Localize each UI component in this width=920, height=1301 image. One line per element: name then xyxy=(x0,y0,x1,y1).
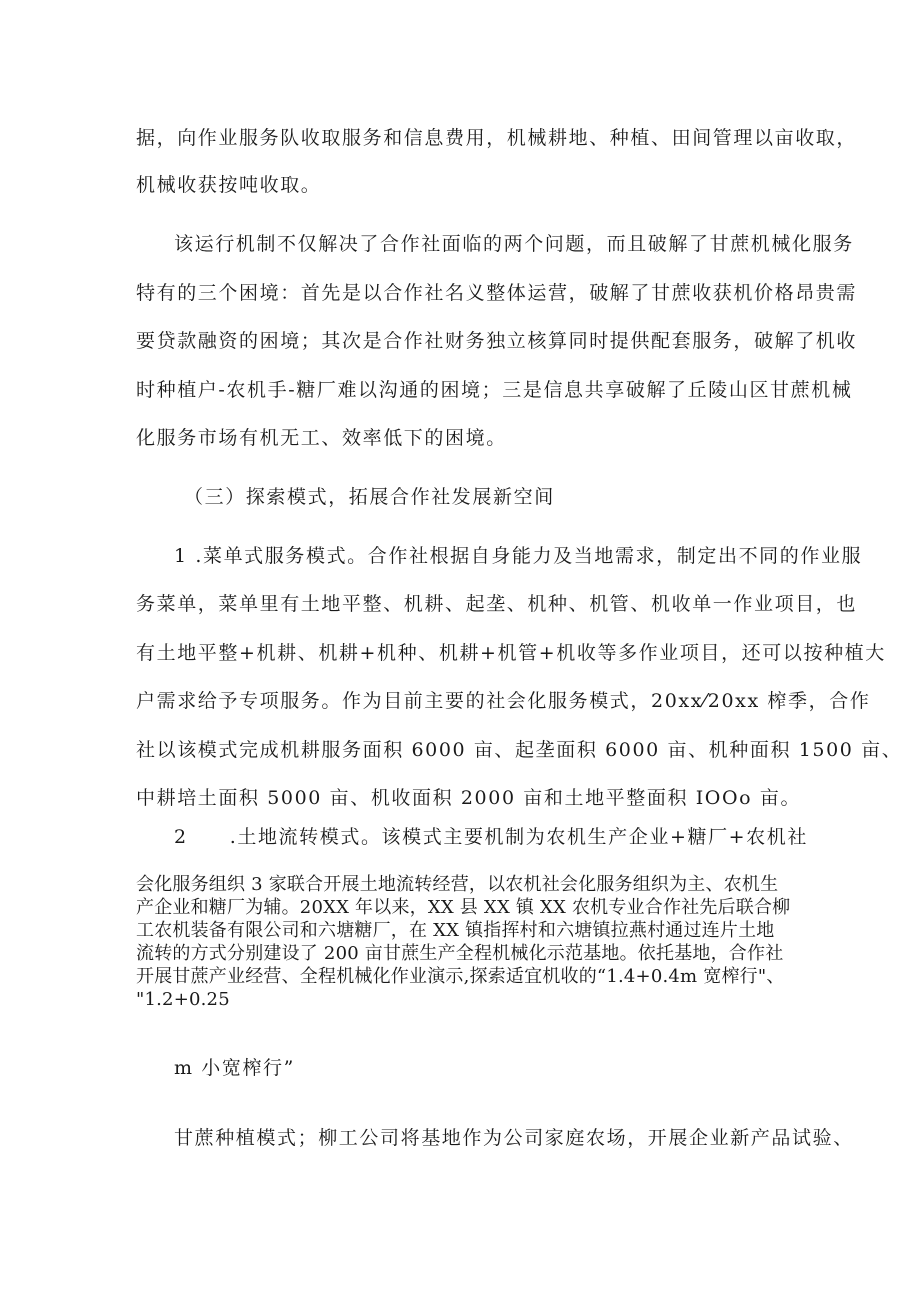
item-2-line-6: "1.2+0.25 xyxy=(136,989,230,1010)
item-1-line-2: 务菜单，菜单里有土地平整、机耕、起垄、机种、机管、机收单一作业项目，也 xyxy=(136,593,858,615)
item-2-first-text: .土地流转模式。该模式主要机制为农机生产企业+糖厂+农机社 xyxy=(229,826,808,848)
paragraph-b-line-5: 化服务市场有机无工、效率低下的困境。 xyxy=(136,427,507,449)
item-1-line-5: 社以该模式完成机耕服务面积 6000 亩、起垄面积 6000 亩、机种面积 1500 亩、 xyxy=(136,739,903,761)
paragraph-b-line-1: 该运行机制不仅解决了合作社面临的两个问题，而且破解了甘蔗机械化服务 xyxy=(174,233,854,255)
item-2-number: 2 xyxy=(174,826,188,848)
fragment-line: m 小宽榨行” xyxy=(174,1057,295,1079)
item-1-line-3: 有土地平整+机耕、机耕+机种、机耕+机管+机收等多作业项目，还可以按种植大 xyxy=(136,642,886,664)
item-2-line-2: 产企业和糖厂为辅。20XX 年以来，XX 县 XX 镇 XX 农机专业合作社先后联合柳 xyxy=(136,897,791,918)
item-1-line-1: 1 .菜单式服务模式。合作社根据自身能力及当地需求，制定出不同的作业服 xyxy=(174,545,863,567)
section-heading: （三）探索模式，拓展合作社发展新空间 xyxy=(184,486,555,508)
paragraph-b-line-4: 时种植户-农机手-糖厂难以沟通的困境；三是信息共享破解了丘陵山区甘蔗机械 xyxy=(136,379,853,401)
paragraph-b-line-2: 特有的三个困境：首先是以合作社名义整体运营，破解了甘蔗收获机价格昂贵需 xyxy=(136,282,858,304)
item-2-line-5: 开展甘蔗产业经营、全程机械化作业演示,探索适宜机收的“1.4+0.4m 宽榨行"、 xyxy=(136,966,785,987)
paragraph-a-line-1: 据，向作业服务队收取服务和信息费用，机械耕地、种植、田间管理以亩收取， xyxy=(136,127,858,149)
item-2-line-3: 工农机装备有限公司和六塘糖厂，在 XX 镇指挥村和六塘镇拉燕村通过连片土地 xyxy=(136,920,775,941)
item-2-line-1: 会化服务组织 3 家联合开展土地流转经营，以农机社会化服务组织为主、农机生 xyxy=(136,874,779,895)
final-line: 甘蔗种植模式；柳工公司将基地作为公司家庭农场，开展企业新产品试验、 xyxy=(174,1127,854,1149)
paragraph-b-line-3: 要贷款融资的困境；其次是合作社财务独立核算同时提供配套服务，破解了机收 xyxy=(136,330,858,352)
item-1-line-6: 中耕培土面积 5000 亩、机收面积 2000 亩和土地平整面积 IOOo 亩。 xyxy=(136,787,802,809)
item-2-first-line xyxy=(174,825,808,849)
paragraph-a-line-2: 机械收获按吨收取。 xyxy=(136,174,322,196)
item-2-line-4: 流转的方式分别建设了 200 亩甘蔗生产全程机械化示范基地。依托基地，合作社 xyxy=(136,943,784,964)
item-1-line-4: 户需求给予专项服务。作为目前主要的社会化服务模式，20xx⁄20xx 榨季，合作 xyxy=(136,690,871,712)
